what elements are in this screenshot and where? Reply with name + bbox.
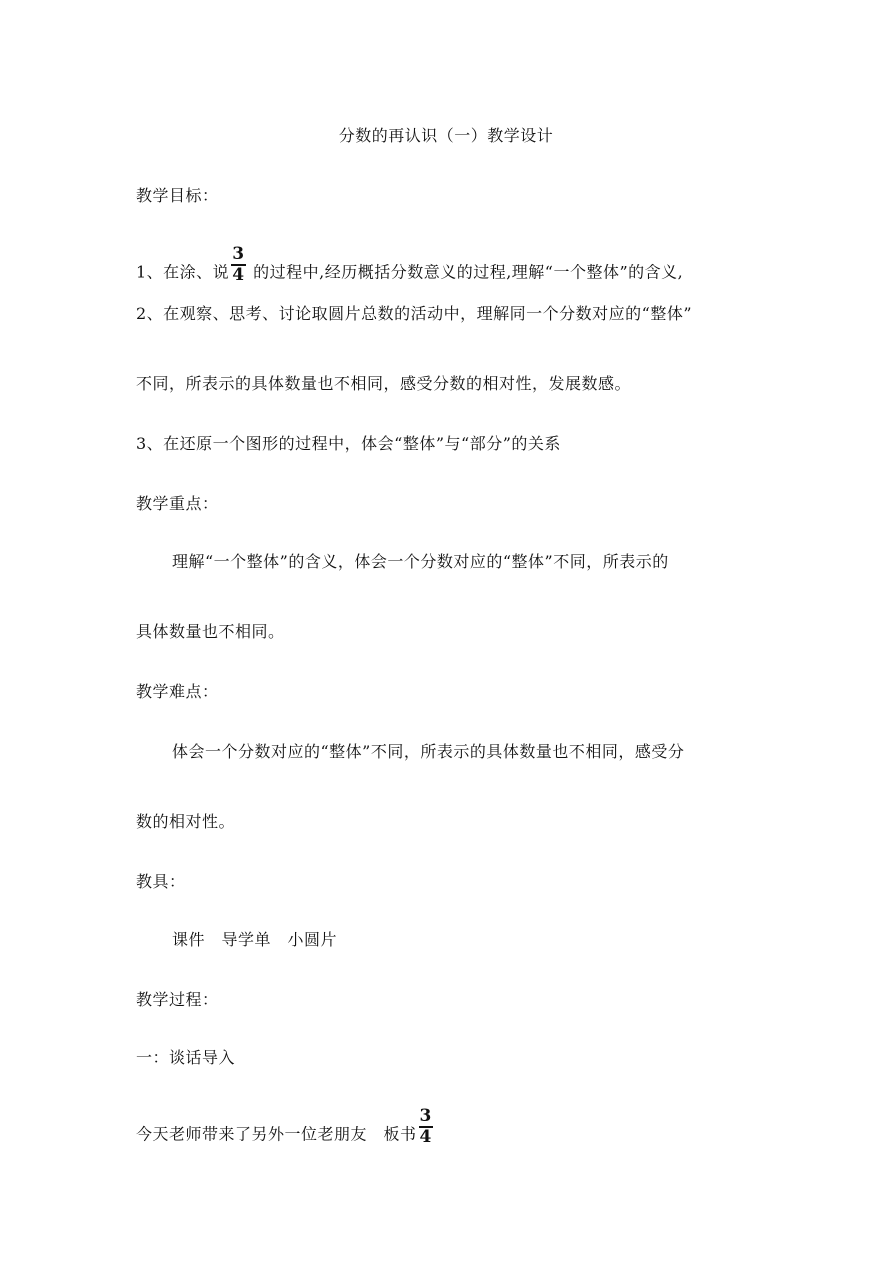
goal-3: 3、在还原一个图形的过程中，体会“整体”与“部分”的关系 <box>136 434 561 453</box>
tools-heading: 教具： <box>136 872 186 891</box>
key-points-heading: 教学重点： <box>136 494 219 513</box>
fraction-numerator: 3 <box>419 1106 432 1126</box>
goal-1-prefix: 1、在涂、说 <box>136 262 230 282</box>
fraction-denominator: 4 <box>419 1127 432 1147</box>
difficulty-line-1: 体会一个分数对应的“整体”不同，所表示的具体数量也不相同，感受分 <box>172 742 685 761</box>
goal-1 <box>136 244 684 292</box>
tools-list: 课件 导学单 小圆片 <box>172 930 338 949</box>
goals-heading: 教学目标： <box>136 186 219 205</box>
section-1-heading: 一：谈话导入 <box>136 1048 236 1067</box>
key-points-line-1: 理解“一个整体”的含义，体会一个分数对应的“整体”不同，所表示的 <box>172 552 669 571</box>
fraction-numerator: 3 <box>232 244 245 264</box>
goal-1-suffix: 的过程中,经历概括分数意义的过程,理解“一个整体”的含义, <box>247 262 684 282</box>
section-1-line <box>136 1106 435 1154</box>
fraction-denominator: 4 <box>232 265 245 285</box>
difficulty-heading: 教学难点： <box>136 682 219 701</box>
process-heading: 教学过程： <box>136 990 219 1009</box>
section-1-text: 今天老师带来了另外一位老朋友 板书 <box>136 1124 417 1144</box>
difficulty-line-2: 数的相对性。 <box>136 812 236 831</box>
goal-2-line-1: 2、在观察、思考、讨论取圆片总数的活动中，理解同一个分数对应的“整体” <box>136 304 693 323</box>
fraction-three-quarters-board <box>419 1108 433 1146</box>
document-title: 分数的再认识（一）教学设计 <box>338 126 554 145</box>
goal-2-line-2: 不同，所表示的具体数量也不相同，感受分数的相对性，发展数感。 <box>136 374 632 393</box>
key-points-line-2: 具体数量也不相同。 <box>136 622 285 641</box>
fraction-three-quarters <box>231 246 245 284</box>
